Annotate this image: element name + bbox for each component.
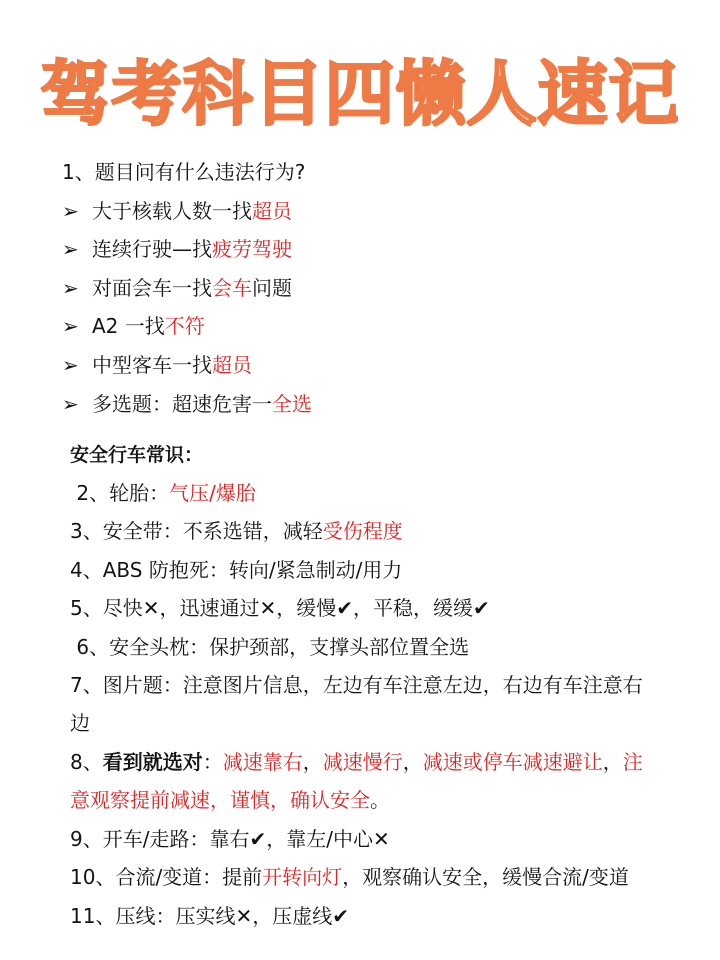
bullet-arrow-icon: ➢ bbox=[62, 199, 79, 223]
list-item: 11、压线：压实线✕，压虚线✔ bbox=[70, 904, 349, 928]
check-icon: ✔ bbox=[473, 596, 490, 620]
cross-icon: ✕ bbox=[372, 827, 390, 851]
bullet-arrow-icon: ➢ bbox=[62, 353, 79, 377]
cross-icon: ✕ bbox=[235, 904, 253, 928]
list-item: ➢ 多选题：超速危害一全选 bbox=[62, 392, 312, 416]
list-item: 5、尽快✕，迅速通过✕，缓慢✔，平稳，缓缓✔ bbox=[70, 596, 490, 620]
section-heading: 安全行车常识： bbox=[70, 444, 204, 466]
question-1-heading: 1、题目问有什么违法行为? bbox=[62, 160, 306, 184]
bullet-arrow-icon: ➢ bbox=[62, 314, 79, 338]
cross-icon: ✕ bbox=[259, 596, 277, 620]
check-icon: ✔ bbox=[336, 596, 354, 620]
list-item: 4、ABS 防抱死：转向/紧急制动/用力 bbox=[70, 558, 403, 582]
list-item: 6、安全头枕：保护颈部，支撑头部位置全选 bbox=[70, 635, 470, 659]
bullet-arrow-icon: ➢ bbox=[62, 276, 79, 300]
list-item: ➢ 连续行驶—找疲劳驾驶 bbox=[62, 237, 292, 261]
check-icon: ✔ bbox=[249, 827, 267, 851]
cross-icon: ✕ bbox=[142, 596, 160, 620]
list-item: ➢ A2 一找不符 bbox=[62, 314, 205, 338]
list-item: ➢ 中型客车一找超员 bbox=[62, 353, 252, 377]
list-item: 8、看到就选对：减速靠右，减速慢行，减速或停车减速避让，注 bbox=[70, 750, 643, 774]
bullet-arrow-icon: ➢ bbox=[62, 392, 79, 416]
list-item: 9、开车/走路：靠右✔，靠左/中心✕ bbox=[70, 827, 390, 851]
list-item: 10、合流/变道：提前开转向灯，观察确认安全，缓慢合流/变道 bbox=[70, 865, 629, 889]
list-item: ➢ 对面会车一找会车问题 bbox=[62, 276, 292, 300]
list-item-continuation: 边 bbox=[70, 711, 90, 735]
check-icon: ✔ bbox=[332, 904, 349, 928]
list-item: 3、安全带：不系选错，减轻受伤程度 bbox=[70, 519, 403, 543]
list-item: 7、图片题：注意图片信息，左边有车注意左边，右边有车注意右 bbox=[70, 673, 643, 697]
list-item-continuation: 意观察提前减速，谨慎，确认安全。 bbox=[70, 788, 390, 812]
bullet-arrow-icon: ➢ bbox=[62, 237, 79, 261]
page-title: 驾考科目四懒人速记 bbox=[40, 53, 680, 135]
list-item: ➢ 大于核载人数一找超员 bbox=[62, 199, 292, 223]
list-item: 2、轮胎：气压/爆胎 bbox=[70, 481, 256, 505]
